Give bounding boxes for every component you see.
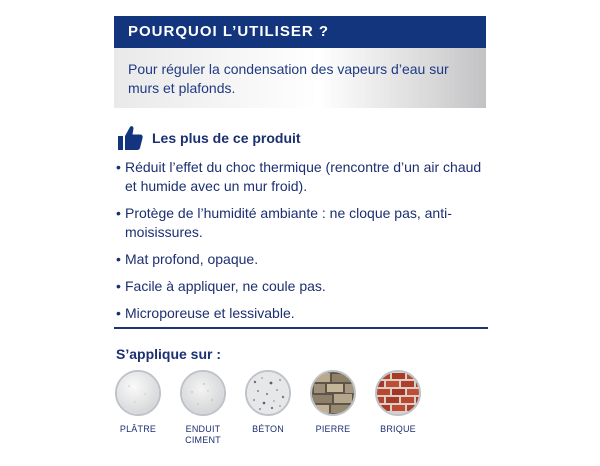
bullet: • [116,159,121,175]
surface-item-brique [368,370,428,435]
surface-label: ENDUIT CIMENT [185,424,221,445]
surface-label: BÉTON [252,424,284,434]
bullet: • [116,305,121,321]
cement-render-swatch-icon [180,370,226,416]
surface-item-pierre [303,370,363,435]
list-item [116,250,488,269]
list-item [116,304,488,323]
concrete-swatch-icon [245,370,291,416]
surface-list [108,370,448,460]
benefits-title: Les plus de ce produit [152,130,301,146]
benefit-list [116,158,488,331]
plaster-swatch-icon [115,370,161,416]
benefit-text: Mat profond, opaque. [125,251,259,267]
section-divider [114,327,488,329]
list-item [116,158,488,196]
bullet: • [116,278,121,294]
surface-item-platre [108,370,168,435]
bullet: • [116,251,121,267]
surface-label: PLÂTRE [119,424,157,434]
usage-description-box [114,48,486,108]
surface-label: BRIQUE [380,424,416,434]
surface-item-beton [238,370,298,435]
section-title: POURQUOI L’UTILISER ? [128,23,330,40]
bullet: • [116,205,121,221]
surface-label: PIERRE [315,424,351,434]
benefit-text: Facile à appliquer, ne coule pas. [125,278,326,294]
stone-swatch-icon [310,370,356,416]
list-item [116,277,488,296]
benefits-header [116,124,301,152]
thumbs-up-icon [116,124,144,152]
usage-description: Pour réguler la condensation des vapeurs d’eau sur murs et plafonds. [128,61,449,96]
section-title-bar [114,16,486,48]
benefit-text: Protège de l’humidité ambiante : ne cloque pas, anti-moisissures. [125,205,452,240]
applies-title: S’applique sur : [116,346,222,362]
benefit-text: Réduit l’effet du choc thermique (rencontre d’un air chaud et humide avec un mur froid). [125,159,482,194]
surface-item-enduit-ciment [173,370,233,446]
brick-swatch-icon [375,370,421,416]
benefit-text: Microporeuse et lessivable. [125,305,295,321]
list-item [116,204,488,242]
